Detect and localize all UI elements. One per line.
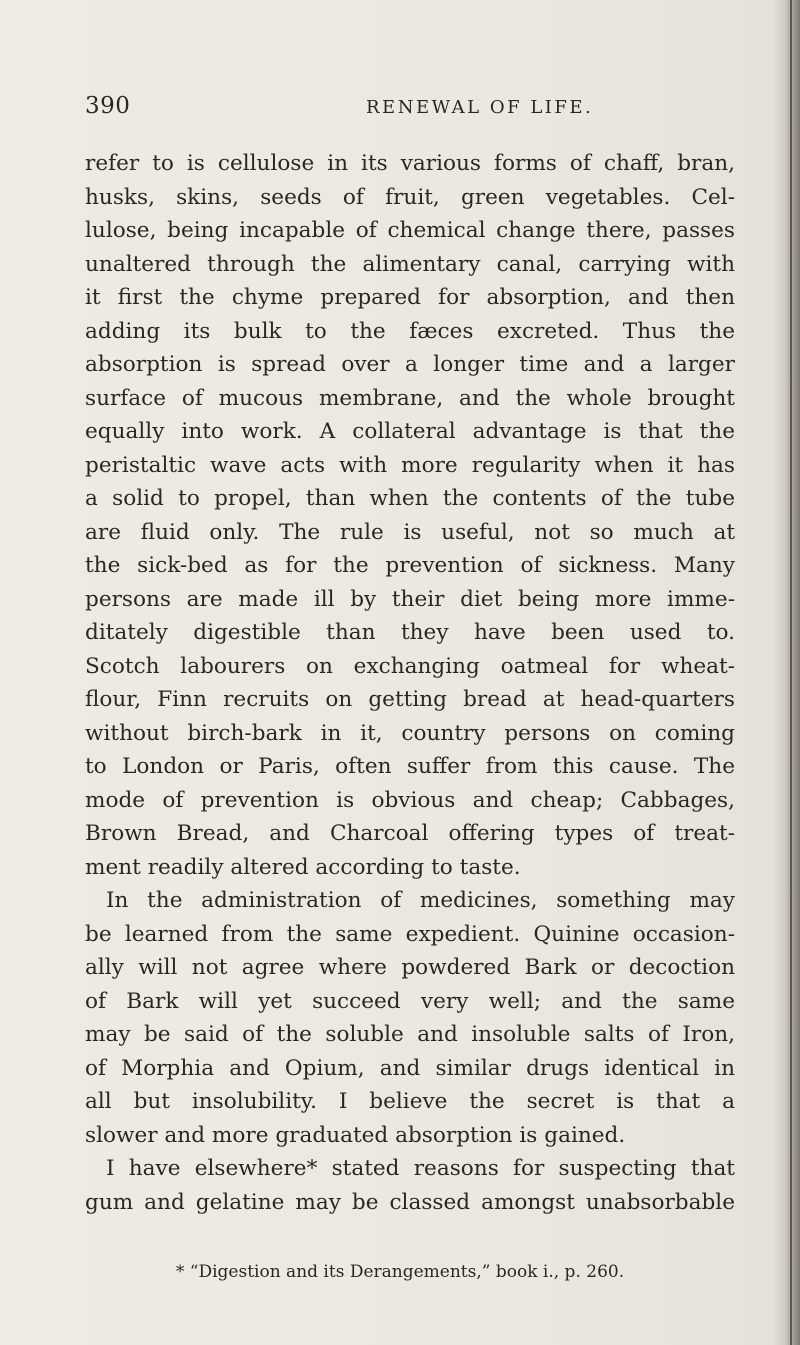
text-line: In the administration of medicines, something may	[106, 888, 735, 913]
text-line: equally into work. A collateral advantage is that the	[85, 419, 735, 444]
text-line: I have elsewhere* stated reasons for suspecting that	[106, 1156, 735, 1181]
text-line: of Bark will yet succeed very well; and the same	[85, 988, 735, 1014]
text-line: gum and gelatine may be classed amongst unabsorbable	[85, 1189, 735, 1215]
text-line: surface of mucous membrane, and the whole brought	[85, 385, 735, 411]
page-edge-shadow	[772, 0, 800, 1345]
text-line: mode of prevention is obvious and cheap; Cabbages,	[85, 787, 735, 813]
page-number: 390	[85, 93, 131, 119]
text-line: lulose, being incapable of chemical change there, passes	[85, 218, 735, 243]
text-line: persons are made ill by their diet being more imme-	[85, 586, 735, 612]
body-text	[85, 147, 735, 1219]
text-line: ment readily altered according to taste.	[85, 854, 521, 880]
text-line: Brown Bread, and Charcoal offering types of treat-	[85, 821, 735, 846]
text-line: may be said of the soluble and insoluble salts of Iron,	[85, 1022, 735, 1047]
text-line: absorption is spread over a longer time and a larger	[85, 352, 735, 377]
text-line: the sick-bed as for the prevention of sickness. Many	[85, 553, 735, 578]
text-line: refer to is cellulose in its various forms of chaff, bran,	[85, 151, 735, 176]
text-line: all but insolubility. I believe the secret is that a	[85, 1089, 735, 1114]
text-line: slower and more graduated absorption is gained.	[85, 1122, 626, 1148]
text-line: to London or Paris, often suffer from this cause. The	[85, 754, 735, 779]
text-line: peristaltic wave acts with more regularity when it has	[85, 452, 735, 478]
page-edge-line	[790, 0, 792, 1345]
text-line: unaltered through the alimentary canal, carrying with	[85, 251, 735, 277]
paragraph	[85, 884, 735, 1152]
paragraph	[85, 1152, 735, 1219]
text-line: be learned from the same expedient. Quinine occasion-	[85, 921, 735, 947]
text-line: husks, skins, seeds of fruit, green vegetables. Cel-	[85, 184, 735, 210]
text-line: of Morphia and Opium, and similar drugs identical in	[85, 1055, 735, 1081]
text-line: it first the chyme prepared for absorption, and then	[85, 285, 735, 310]
text-line: without birch-bark in it, country persons on coming	[85, 720, 735, 746]
text-line: Scotch labourers on exchanging oatmeal for wheat-	[85, 653, 735, 679]
text-line: a solid to propel, than when the contents of the tube	[85, 486, 735, 511]
text-line: flour, Finn recruits on getting bread at head-quarters	[85, 687, 735, 712]
text-line: are fluid only. The rule is useful, not so much at	[85, 519, 735, 545]
running-head: RENEWAL OF LIFE.	[366, 97, 594, 118]
text-line: ditately digestible than they have been used to.	[85, 620, 735, 645]
page-header	[85, 93, 745, 123]
footnote: * “Digestion and its Derangements,” book i., p. 260.	[175, 1262, 625, 1282]
text-line: ally will not agree where powdered Bark or decoction	[85, 955, 735, 980]
text-line: adding its bulk to the fæces excreted. Thus the	[85, 318, 735, 344]
paragraph	[85, 147, 735, 884]
